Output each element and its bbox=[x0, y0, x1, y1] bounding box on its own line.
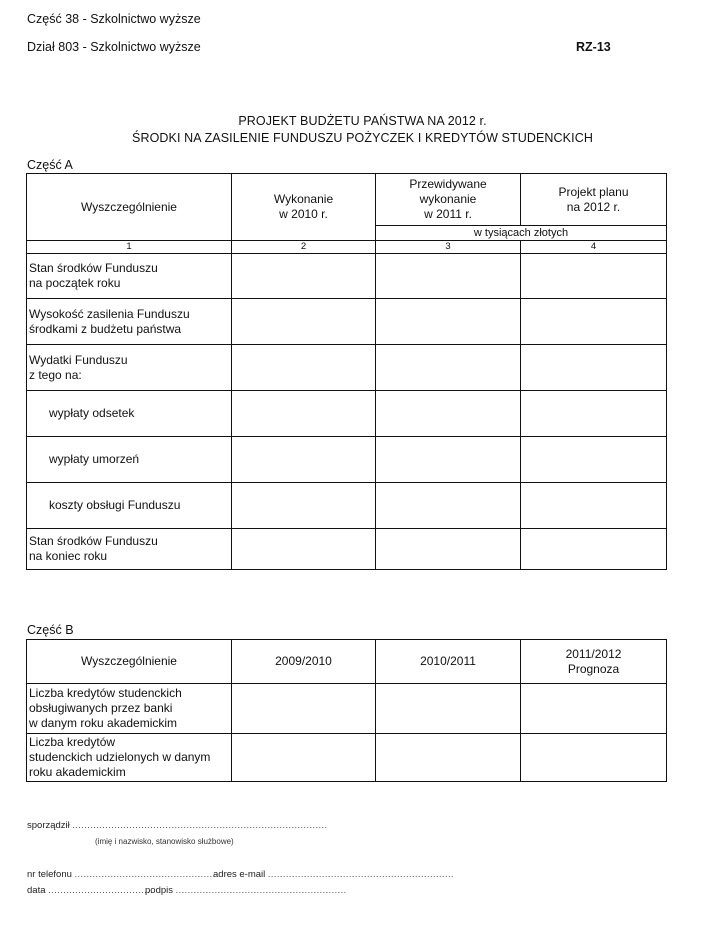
column-number-4: 4 bbox=[521, 241, 667, 254]
table-row bbox=[27, 254, 667, 299]
table-row bbox=[27, 529, 667, 570]
value-cell[interactable] bbox=[521, 345, 667, 391]
table-row bbox=[27, 437, 667, 483]
row-label: Wydatki Funduszu z tego na: bbox=[27, 345, 232, 391]
value-cell[interactable] bbox=[232, 483, 376, 529]
phone-field[interactable]: ............................................... bbox=[74, 869, 216, 879]
email-label: adres e-mail bbox=[213, 869, 266, 880]
row-label: Stan środków Funduszu na początek roku bbox=[27, 254, 232, 299]
table-row bbox=[27, 734, 667, 782]
table-row bbox=[27, 345, 667, 391]
signature-field[interactable]: ......................................................... bbox=[175, 885, 347, 895]
column-number-2: 2 bbox=[232, 241, 376, 254]
part-a-header-col2: Wykonanie w 2010 r. bbox=[232, 174, 376, 241]
part-label: Część 38 - Szkolnictwo wyższe bbox=[27, 12, 201, 26]
value-cell[interactable] bbox=[232, 734, 376, 782]
value-cell[interactable] bbox=[232, 684, 376, 734]
email-line[interactable] bbox=[213, 869, 454, 880]
part-b-header-col2: 2009/2010 bbox=[232, 640, 376, 684]
prepared-by-label: sporządził bbox=[27, 820, 70, 831]
phone-label: nr telefonu bbox=[27, 869, 72, 880]
value-cell[interactable] bbox=[521, 437, 667, 483]
value-cell[interactable] bbox=[376, 391, 521, 437]
part-b-header-spec: Wyszczególnienie bbox=[27, 640, 232, 684]
row-label: wypłaty umorzeń bbox=[27, 437, 232, 483]
part-b-header-col4: 2011/2012 Prognoza bbox=[521, 640, 667, 684]
table-row bbox=[27, 684, 667, 734]
table-row bbox=[27, 299, 667, 345]
value-cell[interactable] bbox=[232, 529, 376, 570]
email-field[interactable]: .............................................................. bbox=[267, 869, 454, 879]
date-field[interactable]: ................................... bbox=[48, 885, 154, 895]
value-cell[interactable] bbox=[376, 734, 521, 782]
date-line[interactable] bbox=[27, 885, 153, 896]
signature-line[interactable] bbox=[145, 885, 347, 896]
prepared-by-hint: (imię i nazwisko, stanowisko służbowe) bbox=[95, 837, 234, 846]
row-label: Liczba kredytów studenckich udzielonych w danym roku akademickim bbox=[27, 734, 232, 782]
value-cell[interactable] bbox=[521, 299, 667, 345]
value-cell[interactable] bbox=[376, 529, 521, 570]
column-number-3: 3 bbox=[376, 241, 521, 254]
value-cell[interactable] bbox=[521, 684, 667, 734]
phone-line[interactable] bbox=[27, 869, 216, 880]
value-cell[interactable] bbox=[521, 254, 667, 299]
part-a-unit: w tysiącach złotych bbox=[376, 226, 667, 241]
date-label: data bbox=[27, 885, 46, 896]
title-line-1: PROJEKT BUDŻETU PAŃSTWA NA 2012 r. bbox=[238, 114, 487, 128]
part-a-label: Część A bbox=[27, 158, 73, 172]
value-cell[interactable] bbox=[232, 391, 376, 437]
value-cell[interactable] bbox=[376, 684, 521, 734]
value-cell[interactable] bbox=[376, 299, 521, 345]
value-cell[interactable] bbox=[232, 299, 376, 345]
row-label: wypłaty odsetek bbox=[27, 391, 232, 437]
form-code: RZ-13 bbox=[576, 40, 611, 54]
part-b-label: Część B bbox=[27, 623, 74, 637]
part-a-header-col3: Przewidywane wykonanie w 2011 r. bbox=[376, 174, 521, 226]
value-cell[interactable] bbox=[521, 391, 667, 437]
row-label: Liczba kredytów studenckich obsługiwanych przez banki w danym roku akademickim bbox=[27, 684, 232, 734]
prepared-by-field[interactable]: ..................................................................................... bbox=[72, 820, 328, 830]
title-line-2: ŚRODKI NA ZASILENIE FUNDUSZU POŻYCZEK I KREDYTÓW STUDENCKICH bbox=[132, 131, 593, 145]
value-cell[interactable] bbox=[376, 483, 521, 529]
prepared-by-line[interactable] bbox=[27, 820, 327, 831]
column-number-1: 1 bbox=[27, 241, 232, 254]
table-row bbox=[27, 391, 667, 437]
value-cell[interactable] bbox=[376, 437, 521, 483]
value-cell[interactable] bbox=[376, 254, 521, 299]
row-label: Wysokość zasilenia Funduszu środkami z budżetu państwa bbox=[27, 299, 232, 345]
value-cell[interactable] bbox=[521, 529, 667, 570]
part-a-table bbox=[26, 173, 667, 570]
value-cell[interactable] bbox=[376, 345, 521, 391]
section-label: Dział 803 - Szkolnictwo wyższe bbox=[27, 40, 201, 54]
part-b-table bbox=[26, 639, 667, 782]
part-b-header-col3: 2010/2011 bbox=[376, 640, 521, 684]
value-cell[interactable] bbox=[232, 437, 376, 483]
value-cell[interactable] bbox=[232, 345, 376, 391]
value-cell[interactable] bbox=[521, 734, 667, 782]
part-a-header-spec: Wyszczególnienie bbox=[27, 174, 232, 241]
row-label: Stan środków Funduszu na koniec roku bbox=[27, 529, 232, 570]
value-cell[interactable] bbox=[232, 254, 376, 299]
part-a-header-col4: Projekt planu na 2012 r. bbox=[521, 174, 667, 226]
row-label: koszty obsługi Funduszu bbox=[27, 483, 232, 529]
value-cell[interactable] bbox=[521, 483, 667, 529]
table-row bbox=[27, 483, 667, 529]
signature-label: podpis bbox=[145, 885, 173, 896]
